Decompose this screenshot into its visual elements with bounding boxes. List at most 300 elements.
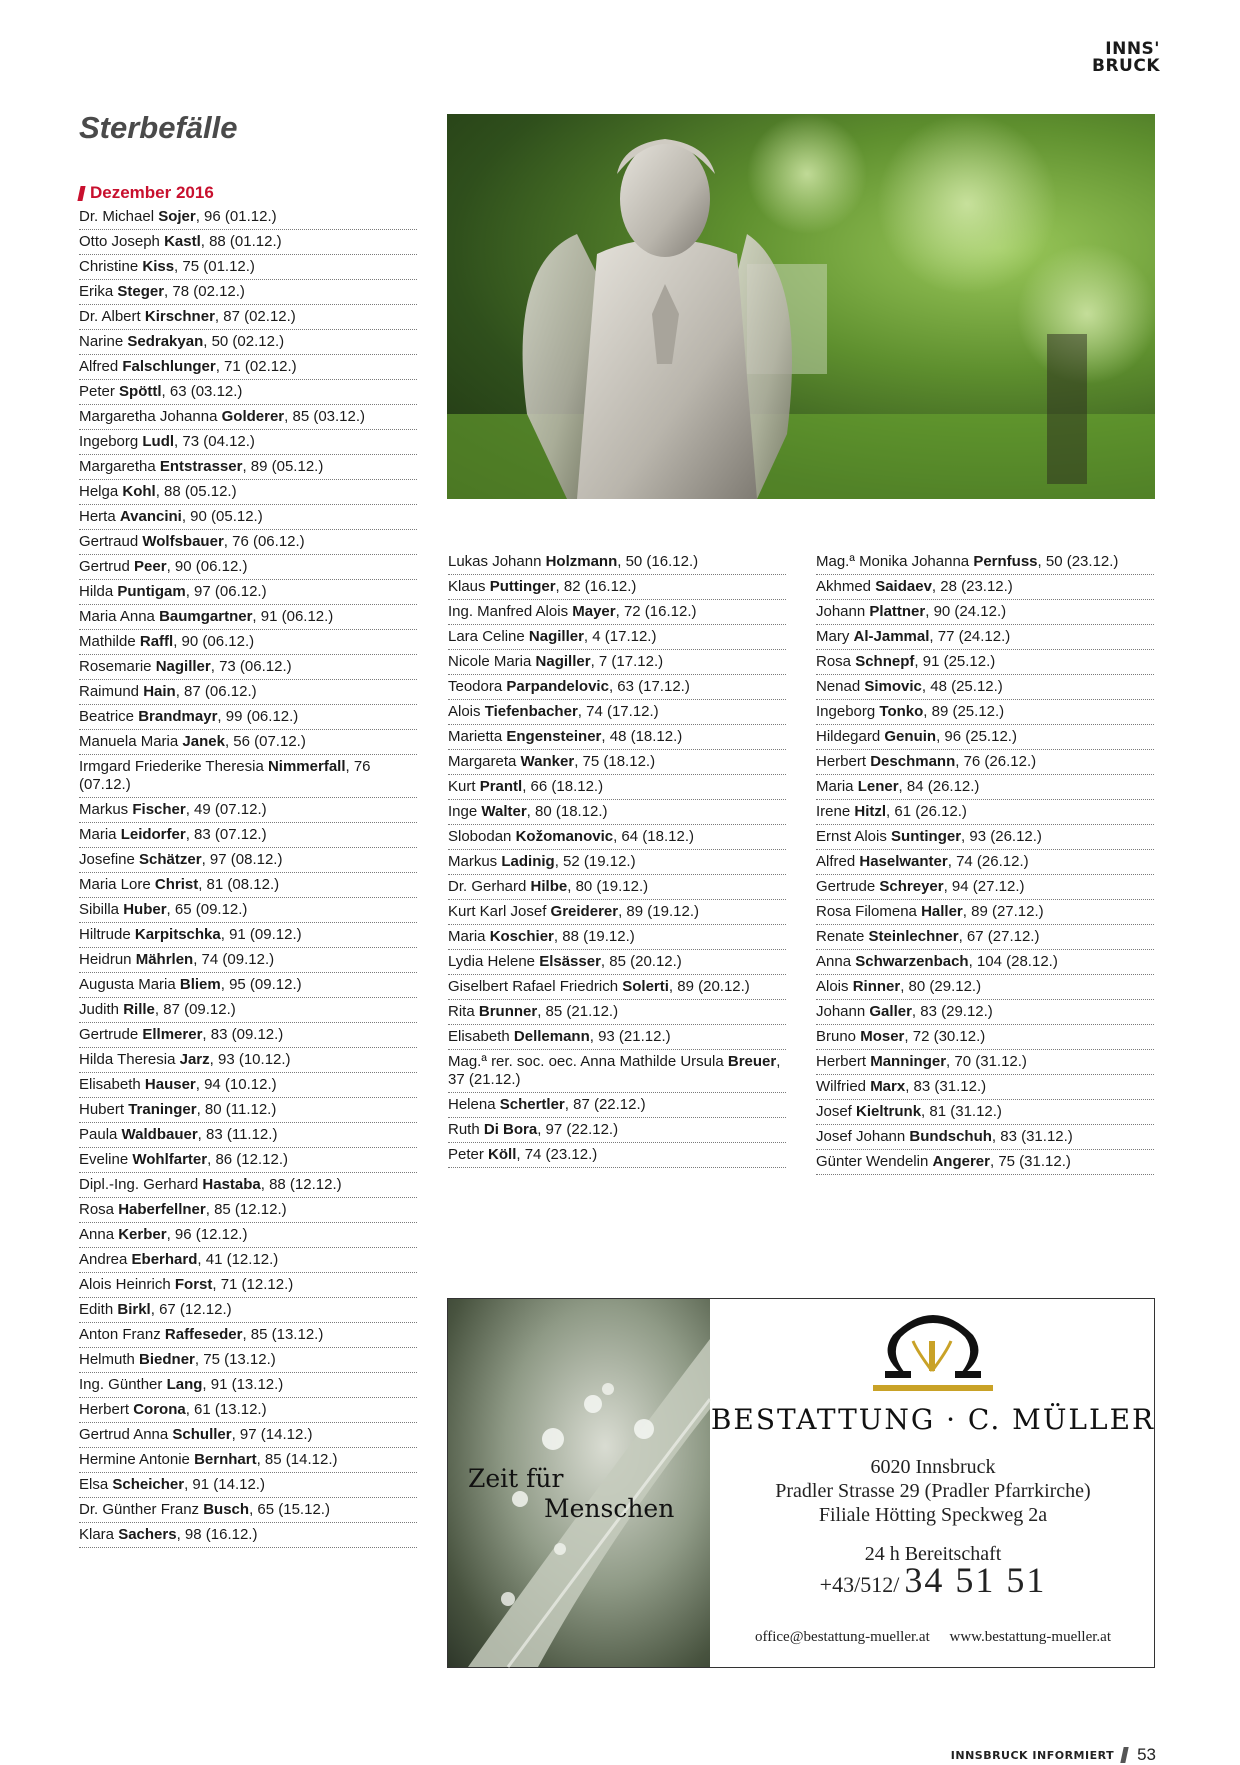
entry-surname: Eberhard <box>131 1251 198 1268</box>
entry-surname: Sedrakyan <box>127 333 204 350</box>
death-entry <box>816 925 1154 950</box>
death-entry <box>79 1448 417 1473</box>
entry-given-names: Irene <box>816 803 851 820</box>
entry-given-names: Josefine <box>79 851 135 868</box>
entry-age-date: , 88 (12.12.) <box>260 1176 342 1193</box>
entry-age-date: , 83 (29.12.) <box>911 1003 993 1020</box>
entry-age-date: , 80 (19.12.) <box>567 878 649 895</box>
entry-age-date: , 72 (16.12.) <box>615 603 697 620</box>
entry-surname: Haberfellner <box>118 1201 206 1218</box>
entry-age-date: , 50 (23.12.) <box>1037 553 1119 570</box>
entry-surname: Christ <box>154 876 199 893</box>
death-entry <box>448 975 786 1000</box>
entry-age-date: , 72 (30.12.) <box>904 1028 986 1045</box>
entry-surname: Nagiller <box>155 658 211 675</box>
death-entry <box>79 798 417 823</box>
entry-given-names: Klaus <box>448 578 486 595</box>
entry-age-date: , 71 (12.12.) <box>212 1276 294 1293</box>
death-entry <box>79 680 417 705</box>
death-entry <box>79 1023 417 1048</box>
entry-surname: Moser <box>860 1028 905 1045</box>
ad-slogan-line1: Zeit für <box>468 1464 564 1493</box>
death-entry <box>79 1323 417 1348</box>
death-entry <box>79 923 417 948</box>
entry-age-date: , 88 (19.12.) <box>553 928 635 945</box>
death-entry <box>79 1248 417 1273</box>
death-entry <box>79 405 417 430</box>
entry-given-names: Hermine Antonie <box>79 1451 190 1468</box>
entry-age-date: , 104 (28.12.) <box>968 953 1058 970</box>
entry-surname: Solerti <box>622 978 669 995</box>
ad-phone-prefix: +43/512/ <box>819 1572 900 1597</box>
entry-age-date: , 48 (25.12.) <box>921 678 1003 695</box>
entry-given-names: Edith <box>79 1301 114 1318</box>
entry-given-names: Elisabeth <box>448 1028 510 1045</box>
entry-surname: Mayer <box>572 603 616 620</box>
entry-age-date: , 41 (12.12.) <box>197 1251 279 1268</box>
entry-given-names: Hiltrude <box>79 926 131 943</box>
entry-surname: Busch <box>203 1501 250 1518</box>
entry-given-names: Heidrun <box>79 951 132 968</box>
entry-given-names: Elsa <box>79 1476 109 1493</box>
entry-age-date: , 76 (26.12.) <box>955 753 1037 770</box>
death-entry <box>448 800 786 825</box>
entry-surname: Raffeseder <box>164 1326 243 1343</box>
entry-age-date: , 75 (31.12.) <box>990 1153 1071 1170</box>
entry-surname: Sachers <box>118 1526 177 1543</box>
masthead-logo <box>1070 41 1160 75</box>
entry-given-names: Andrea <box>79 1251 128 1268</box>
death-entry <box>816 800 1154 825</box>
ad-company-name: BESTATTUNG · C. MÜLLER <box>710 1403 1156 1436</box>
entry-surname: Di Bora <box>483 1121 538 1138</box>
entry-surname: Janek <box>182 733 225 750</box>
entry-age-date: , 70 (31.12.) <box>946 1053 1027 1070</box>
death-entry <box>79 948 417 973</box>
entry-age-date: , 91 (14.12.) <box>184 1476 265 1493</box>
death-entry <box>448 825 786 850</box>
entry-surname: Brunner <box>478 1003 538 1020</box>
entry-surname: Schreyer <box>879 878 944 895</box>
entry-age-date: , 96 (25.12.) <box>936 728 1017 745</box>
entry-given-names: Johann <box>816 603 866 620</box>
entry-surname: Al-Jammal <box>853 628 930 645</box>
ad-address-street: Pradler Strasse 29 (Pradler Pfarrkirche) <box>775 1480 1091 1502</box>
entry-given-names: Irmgard Friederike Theresia <box>79 758 264 775</box>
death-entry <box>79 1148 417 1173</box>
entry-surname: Schuller <box>172 1426 232 1443</box>
entry-surname: Plattner <box>869 603 926 620</box>
entry-given-names: Teodora <box>448 678 503 695</box>
death-entry <box>816 550 1154 575</box>
death-entry <box>448 1118 786 1143</box>
death-entry <box>816 600 1154 625</box>
death-entry <box>79 1223 417 1248</box>
entry-given-names: Lydia Helene <box>448 953 536 970</box>
entry-given-names: Peter <box>448 1146 484 1163</box>
entry-age-date: , 86 (12.12.) <box>207 1151 288 1168</box>
death-entry <box>448 700 786 725</box>
death-entry <box>816 1150 1154 1175</box>
entry-surname: Huber <box>123 901 167 918</box>
entry-age-date: , 85 (13.12.) <box>242 1326 324 1343</box>
entry-surname: Puntigam <box>117 583 186 600</box>
death-entry <box>79 1048 417 1073</box>
death-entry <box>79 1198 417 1223</box>
entry-age-date: , 74 (09.12.) <box>193 951 275 968</box>
death-entry <box>79 305 417 330</box>
entry-surname: Tiefenbacher <box>484 703 578 720</box>
death-entry <box>816 725 1154 750</box>
entry-age-date: , 93 (26.12.) <box>961 828 1042 845</box>
entry-surname: Manninger <box>870 1053 947 1070</box>
entry-given-names: Mary <box>816 628 850 645</box>
ad-phone <box>710 1559 1156 1601</box>
entry-given-names: Mag.ª Monika Johanna <box>816 553 970 570</box>
month-label: Dezember 2016 <box>90 183 214 202</box>
death-entry <box>448 550 786 575</box>
death-entry <box>79 230 417 255</box>
entry-given-names: Ernst Alois <box>816 828 887 845</box>
entry-age-date: , 63 (17.12.) <box>608 678 690 695</box>
entry-age-date: , 73 (06.12.) <box>210 658 292 675</box>
entry-age-date: , 76 (07.12.) <box>79 758 371 793</box>
ad-slogan-line2: Menschen <box>544 1494 675 1523</box>
entry-given-names: Dr. Michael <box>79 208 155 225</box>
entry-given-names: Raimund <box>79 683 140 700</box>
entry-given-names: Narine <box>79 333 124 350</box>
entry-age-date: , 75 (18.12.) <box>574 753 656 770</box>
death-entry <box>816 650 1154 675</box>
death-entry <box>816 900 1154 925</box>
death-entry <box>448 600 786 625</box>
entry-given-names: Herbert <box>79 1401 130 1418</box>
death-entry <box>448 775 786 800</box>
entry-surname: Prantl <box>479 778 523 795</box>
entry-surname: Bliem <box>179 976 221 993</box>
entry-age-date: , 88 (05.12.) <box>155 483 237 500</box>
entry-given-names: Alois Heinrich <box>79 1276 171 1293</box>
entry-given-names: Sibilla <box>79 901 120 918</box>
death-entry <box>79 1123 417 1148</box>
entry-age-date: , 81 (31.12.) <box>921 1103 1002 1120</box>
entry-surname: Steinlechner <box>868 928 959 945</box>
entry-surname: Ladinig <box>501 853 555 870</box>
death-entry <box>79 973 417 998</box>
ad-phone-number: 34 51 51 <box>904 1560 1047 1600</box>
entry-age-date: , 96 (01.12.) <box>195 208 277 225</box>
entry-given-names: Augusta Maria <box>79 976 176 993</box>
entry-given-names: Giselbert Rafael Friedrich <box>448 978 619 995</box>
death-entry <box>79 1273 417 1298</box>
death-entry <box>816 1125 1154 1150</box>
entry-age-date: , 99 (06.12.) <box>217 708 299 725</box>
accent-bar-icon <box>77 186 85 201</box>
entry-surname: Schnepf <box>855 653 915 670</box>
entry-age-date: , 90 (05.12.) <box>181 508 263 525</box>
entry-given-names: Margaretha Johanna <box>79 408 218 425</box>
ad-address-branch: Filiale Hötting Speckweg 2a <box>818 1504 1048 1526</box>
entry-given-names: Elisabeth <box>79 1076 141 1093</box>
page-title: Sterbefälle <box>79 110 238 145</box>
death-entry <box>816 975 1154 1000</box>
death-entry <box>79 755 417 798</box>
entry-given-names: Josef <box>816 1103 852 1120</box>
entry-age-date: , 84 (26.12.) <box>898 778 980 795</box>
entry-surname: Kohl <box>122 483 156 500</box>
entry-given-names: Ingeborg <box>816 703 876 720</box>
entry-given-names: Dr. Günther Franz <box>79 1501 200 1518</box>
entry-surname: Engensteiner <box>506 728 602 745</box>
entry-surname: Traninger <box>128 1101 197 1118</box>
entry-surname: Wolfsbauer <box>142 533 224 550</box>
entry-given-names: Helga <box>79 483 119 500</box>
entry-given-names: Peter <box>79 383 115 400</box>
angel-statue-photo <box>447 114 1155 499</box>
entry-surname: Deschmann <box>870 753 956 770</box>
entry-given-names: Maria <box>448 928 486 945</box>
entry-age-date: , 56 (07.12.) <box>224 733 306 750</box>
entry-age-date: , 89 (05.12.) <box>242 458 324 475</box>
death-entry <box>79 330 417 355</box>
entry-age-date: , 48 (18.12.) <box>601 728 683 745</box>
entry-surname: Lang <box>166 1376 203 1393</box>
entry-surname: Breuer <box>727 1053 777 1070</box>
entry-surname: Walter <box>481 803 527 820</box>
entry-surname: Simovic <box>864 678 922 695</box>
entry-surname: Avancini <box>119 508 182 525</box>
death-entry <box>448 850 786 875</box>
entry-surname: Galler <box>869 1003 912 1020</box>
entry-age-date: , 67 (12.12.) <box>150 1301 232 1318</box>
death-entry <box>448 1000 786 1025</box>
entry-surname: Wohlfarter <box>132 1151 208 1168</box>
masthead-line1: INNS' <box>1105 39 1160 59</box>
death-entry <box>448 625 786 650</box>
entry-surname: Nagiller <box>535 653 591 670</box>
entry-age-date: , 50 (02.12.) <box>203 333 285 350</box>
entry-given-names: Alois <box>816 978 849 995</box>
ad-address-city: 6020 Innsbruck <box>870 1456 996 1478</box>
entry-surname: Schwarzenbach <box>855 953 969 970</box>
entry-age-date: , 85 (20.12.) <box>600 953 682 970</box>
entry-age-date: , 74 (26.12.) <box>947 853 1029 870</box>
entry-surname: Rinner <box>852 978 901 995</box>
entry-given-names: Josef Johann <box>816 1128 906 1145</box>
death-entry <box>79 480 417 505</box>
entry-surname: Koschier <box>489 928 554 945</box>
death-entry <box>79 1373 417 1398</box>
entry-surname: Brandmayr <box>138 708 218 725</box>
entry-age-date: , 4 (17.12.) <box>583 628 657 645</box>
entry-given-names: Dipl.-Ing. Gerhard <box>79 1176 199 1193</box>
entry-surname: Birkl <box>117 1301 151 1318</box>
entry-surname: Marx <box>870 1078 906 1095</box>
entry-given-names: Eveline <box>79 1151 129 1168</box>
entry-surname: Rille <box>123 1001 155 1018</box>
entry-age-date: , 93 (10.12.) <box>209 1051 291 1068</box>
entry-given-names: Günter Wendelin <box>816 1153 929 1170</box>
death-entry <box>79 705 417 730</box>
entry-age-date: , 80 (18.12.) <box>526 803 608 820</box>
masthead-line2: BRUCK <box>1091 56 1160 76</box>
death-entry <box>79 1473 417 1498</box>
entry-surname: Baumgartner <box>159 608 253 625</box>
entry-given-names: Kurt <box>448 778 476 795</box>
entry-age-date: , 94 (27.12.) <box>943 878 1025 895</box>
angel-statue-illustration <box>447 114 1155 499</box>
death-entry <box>79 280 417 305</box>
entry-given-names: Lukas Johann <box>448 553 542 570</box>
entry-age-date: , 65 (15.12.) <box>249 1501 330 1518</box>
entry-given-names: Nenad <box>816 678 861 695</box>
entry-age-date: , 95 (09.12.) <box>220 976 302 993</box>
month-heading <box>79 183 214 203</box>
death-entry <box>816 575 1154 600</box>
entry-given-names: Markus <box>79 801 129 818</box>
death-entry <box>79 730 417 755</box>
entry-surname: Tonko <box>879 703 924 720</box>
entry-age-date: , 83 (11.12.) <box>197 1126 278 1143</box>
entry-age-date: , 37 (21.12.) <box>448 1053 781 1088</box>
entry-surname: Hauser <box>144 1076 196 1093</box>
entry-age-date: , 91 (25.12.) <box>914 653 996 670</box>
entry-surname: Nagiller <box>528 628 584 645</box>
footer-publication: INNSBRUCK INFORMIERT <box>950 1748 1115 1762</box>
entry-age-date: , 83 (07.12.) <box>185 826 267 843</box>
death-entry <box>79 555 417 580</box>
entry-age-date: , 49 (07.12.) <box>185 801 267 818</box>
entry-surname: Lener <box>857 778 899 795</box>
death-entry <box>79 1298 417 1323</box>
entry-surname: Entstrasser <box>159 458 243 475</box>
death-entry <box>79 1073 417 1098</box>
page-number: 53 <box>1137 1745 1156 1764</box>
entry-age-date: , 83 (31.12.) <box>991 1128 1073 1145</box>
entry-given-names: Rosa <box>79 1201 115 1218</box>
entry-given-names: Lara Celine <box>448 628 525 645</box>
entry-age-date: , 77 (24.12.) <box>929 628 1011 645</box>
entry-age-date: , 74 (17.12.) <box>577 703 659 720</box>
death-entry <box>79 1098 417 1123</box>
death-entry <box>79 580 417 605</box>
entry-given-names: Ingeborg <box>79 433 139 450</box>
entry-given-names: Ing. Günther <box>79 1376 163 1393</box>
entry-given-names: Paula <box>79 1126 118 1143</box>
entry-age-date: , 94 (10.12.) <box>195 1076 277 1093</box>
ad-email: office@bestattung-mueller.at <box>755 1629 930 1645</box>
entry-surname: Raffl <box>139 633 174 650</box>
entry-surname: Dellemann <box>513 1028 590 1045</box>
death-entry <box>79 1348 417 1373</box>
entry-surname: Sojer <box>158 208 196 225</box>
entry-surname: Bundschuh <box>909 1128 992 1145</box>
entry-age-date: , 76 (06.12.) <box>223 533 305 550</box>
entry-age-date: , 80 (29.12.) <box>900 978 982 995</box>
entry-age-date: , 87 (02.12.) <box>214 308 296 325</box>
death-list-column-2 <box>448 550 786 1168</box>
death-entry <box>79 380 417 405</box>
entry-surname: Peer <box>134 558 167 575</box>
entry-given-names: Gertrud <box>79 558 130 575</box>
entry-age-date: , 85 (03.12.) <box>284 408 366 425</box>
death-entry <box>816 875 1154 900</box>
death-entry <box>448 925 786 950</box>
entry-given-names: Mag.ª rer. soc. oec. Anna Mathilde Ursula <box>448 1053 724 1070</box>
death-entry <box>79 530 417 555</box>
entry-given-names: Beatrice <box>79 708 135 725</box>
entry-given-names: Anna <box>816 953 852 970</box>
entry-surname: Golderer <box>221 408 285 425</box>
death-entry <box>79 430 417 455</box>
entry-given-names: Christine <box>79 258 139 275</box>
entry-surname: Schätzer <box>139 851 202 868</box>
entry-given-names: Herta <box>79 508 116 525</box>
entry-given-names: Anton Franz <box>79 1326 161 1343</box>
entry-age-date: , 61 (13.12.) <box>185 1401 267 1418</box>
entry-surname: Spöttl <box>119 383 162 400</box>
entry-given-names: Alfred <box>79 358 119 375</box>
ad-availability: 24 h Bereitschaft <box>864 1543 1002 1565</box>
entry-surname: Elsässer <box>539 953 601 970</box>
funeral-home-advertisement <box>447 1298 1155 1668</box>
entry-surname: Falschlunger <box>122 358 216 375</box>
entry-given-names: Hildegard <box>816 728 881 745</box>
entry-surname: Corona <box>133 1401 186 1418</box>
death-entry <box>816 825 1154 850</box>
entry-age-date: , 61 (26.12.) <box>886 803 967 820</box>
entry-age-date: , 91 (13.12.) <box>202 1376 284 1393</box>
entry-age-date: , 90 (06.12.) <box>173 633 255 650</box>
entry-age-date: , 75 (01.12.) <box>174 258 255 275</box>
entry-age-date: , 52 (19.12.) <box>554 853 636 870</box>
death-entry <box>79 1398 417 1423</box>
entry-given-names: Maria <box>816 778 854 795</box>
entry-surname: Genuin <box>884 728 937 745</box>
entry-given-names: Margaretha <box>79 458 156 475</box>
entry-surname: Kirschner <box>144 308 215 325</box>
entry-surname: Hastaba <box>202 1176 261 1193</box>
death-entry <box>448 1050 786 1093</box>
entry-age-date: , 97 (14.12.) <box>231 1426 313 1443</box>
entry-surname: Hain <box>143 683 176 700</box>
entry-surname: Nimmerfall <box>267 758 346 775</box>
entry-given-names: Gertrud Anna <box>79 1426 169 1443</box>
entry-age-date: , 97 (22.12.) <box>537 1121 619 1138</box>
death-entry <box>79 1423 417 1448</box>
entry-surname: Jarz <box>179 1051 210 1068</box>
entry-surname: Ellmerer <box>142 1026 203 1043</box>
entry-surname: Ludl <box>142 433 175 450</box>
death-entry <box>816 950 1154 975</box>
entry-surname: Fischer <box>132 801 186 818</box>
entry-given-names: Bruno <box>816 1028 857 1045</box>
entry-age-date: , 85 (12.12.) <box>205 1201 287 1218</box>
death-entry <box>79 823 417 848</box>
death-entry <box>79 1498 417 1523</box>
death-entry <box>816 750 1154 775</box>
entry-surname: Haselwanter <box>859 853 948 870</box>
death-entry <box>79 1173 417 1198</box>
entry-age-date: , 73 (04.12.) <box>174 433 255 450</box>
entry-age-date: , 97 (08.12.) <box>201 851 283 868</box>
entry-given-names: Herbert <box>816 1053 867 1070</box>
entry-age-date: , 96 (12.12.) <box>166 1226 248 1243</box>
death-entry <box>79 873 417 898</box>
entry-given-names: Ing. Manfred Alois <box>448 603 569 620</box>
entry-surname: Karpitschka <box>134 926 221 943</box>
entry-given-names: Gertrude <box>79 1026 139 1043</box>
